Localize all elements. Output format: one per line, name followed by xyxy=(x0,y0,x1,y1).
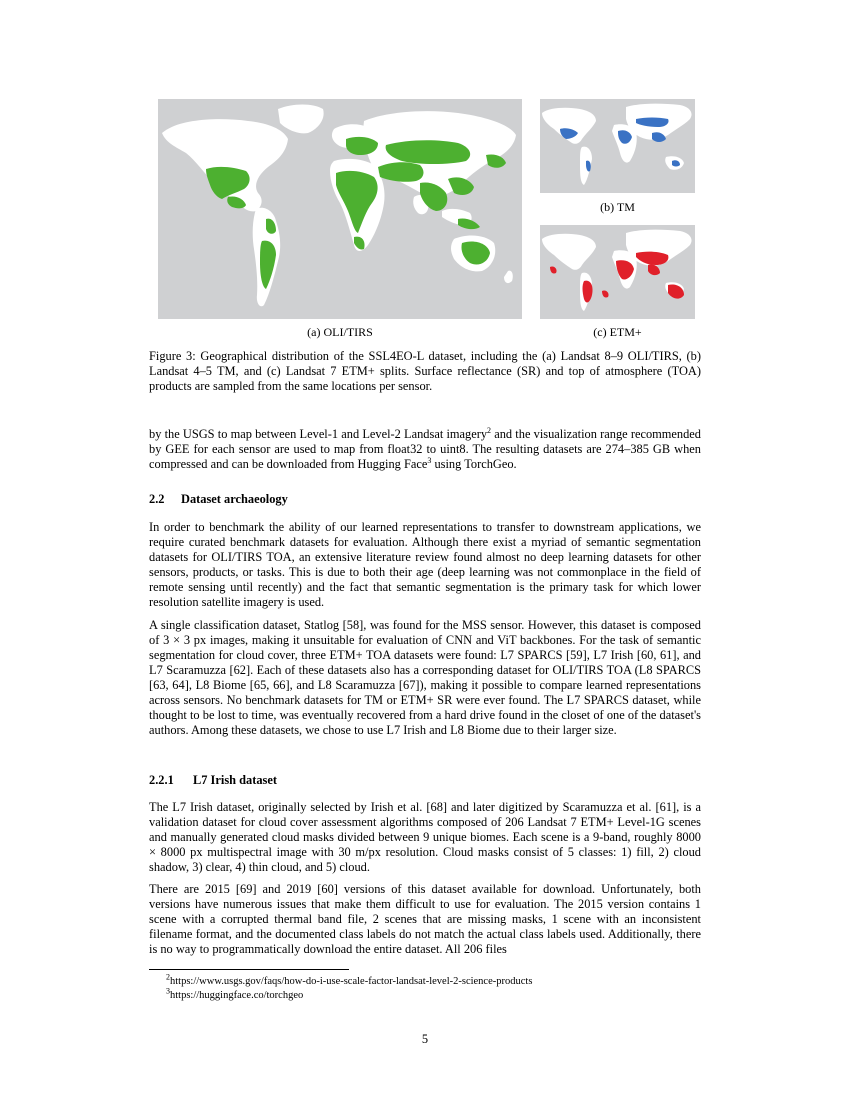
intro-text-3: using TorchGeo. xyxy=(431,457,517,471)
paragraph-irish-1: The L7 Irish dataset, originally selected by Irish et al. [68] and later digitized by Scaramuzza et al. [61], is a validation dataset for cloud cover assessment algorithms composed of 206 Landsat 7 ETM+ Level-1G scenes and manually generated cloud masks divided between 9 unique biomes. Each scene is a 9-band, roughly 8000 × 8000 px multispectral image with 30 m/px resolution. Cloud masks consist of 5 classes: 1) fill, 2) cloud shadow, 3) clear, 4) thin cloud, and 5) cloud. xyxy=(149,800,701,874)
world-map-tm xyxy=(540,99,695,193)
subsection-title: L7 Irish dataset xyxy=(193,773,277,787)
map-tm xyxy=(540,99,695,193)
map-oli-tirs xyxy=(158,99,522,319)
section-heading-2-2-1 xyxy=(149,773,277,788)
intro-paragraph xyxy=(149,427,701,472)
footnote-rule xyxy=(149,969,349,970)
footnote-mark: 3 xyxy=(166,986,170,996)
subfigure-caption-c: (c) ETM+ xyxy=(593,325,642,339)
footnote-ref-3: 3 xyxy=(427,455,432,465)
figure-caption: Figure 3: Geographical distribution of the SSL4EO-L dataset, including the (a) Landsat 8–9 OLI/TIRS, (b) Landsat 4–5 TM, and (c) Landsat 7 ETM+ splits. Surface reflectance (SR) and top of atmosphere (TOA) products are sampled from the same locations per sensor. xyxy=(149,349,701,393)
footnote-link-huggingface[interactable]: https://huggingface.co/torchgeo xyxy=(170,990,304,1001)
paragraph-irish-2: There are 2015 [69] and 2019 [60] versions of this dataset available for download. Unfortunately, both versions have numerous issues that make them difficult to use for evaluation. The 2015 version contains 1 scene with a corrupted thermal band file, 2 scenes that are missing masks, 1 scene with an inconsistent filename format, and the documented class labels do not match the actual class labels used. Additionally, there is no way to programmatically download the entire dataset. All 206 files xyxy=(149,882,701,956)
world-map-oli-tirs xyxy=(158,99,522,319)
section-number: 2.2 xyxy=(149,492,165,506)
world-map-etm xyxy=(540,225,695,319)
map-etm xyxy=(540,225,695,319)
paragraph-archaeology-1: In order to benchmark the ability of our learned representations to transfer to downstream applications, we require curated benchmark datasets for evaluation. Although there exist a myriad of semantic segmentation datasets for OLI/TIRS TOA, an extensive literature review found almost no deep learning datasets for other sensors, products, or tasks. This is due to both their age (deep learning was not commonplace in the field of remote sensing until recently) and the fact that semantic segmentation is the primary task for which lower resolution satellite imagery is used. xyxy=(149,520,701,609)
footnote-2 xyxy=(166,972,533,988)
section-heading-2-2 xyxy=(149,492,288,507)
section-title: Dataset archaeology xyxy=(181,492,288,506)
intro-text-1: by the USGS to map between Level-1 and Level-2 Landsat imagery xyxy=(149,427,488,441)
subfigure-caption-b: (b) TM xyxy=(600,200,635,214)
footnote-link-usgs[interactable]: https://www.usgs.gov/faqs/how-do-i-use-scale-factor-landsat-level-2-science-products xyxy=(170,976,533,987)
intro-text-2: and the visualization range recommended by GEE for each sensor are used to map from float32 to uint8. The resulting datasets are 274–385 GB when compressed and can be downloaded from Hugging Face xyxy=(149,427,701,471)
page-number: 5 xyxy=(421,1032,429,1046)
subfigure-caption-a: (a) OLI/TIRS xyxy=(307,325,373,339)
subsection-number: 2.2.1 xyxy=(149,773,174,787)
paragraph-archaeology-2: A single classification dataset, Statlog [58], was found for the MSS sensor. However, this dataset is composed of 3 × 3 px images, making it unsuitable for evaluation of CNN and ViT backbones. For the task of semantic segmentation for cloud cover, three ETM+ TOA datasets were found: L7 SPARCS [59], L7 Irish [60, 61], and L7 Scaramuzza [62]. Each of these datasets also has a corresponding dataset for OLI/TIRS TOA (L8 SPARCS [63, 64], L8 Biome [65, 66], and L8 Scaramuzza [67]), making it possible to compare learned representations across sensors. No benchmark datasets for TM or ETM+ SR were ever found. The L7 SPARCS dataset, while thought to be lost to time, was eventually recovered from a hard drive found in the closet of one of the dataset's authors. Among these datasets, we chose to use L7 Irish and L8 Biome due to their larger size. xyxy=(149,618,701,737)
footnote-3 xyxy=(166,986,304,1002)
footnote-mark: 2 xyxy=(166,972,170,982)
footnote-ref-2: 2 xyxy=(487,425,492,435)
